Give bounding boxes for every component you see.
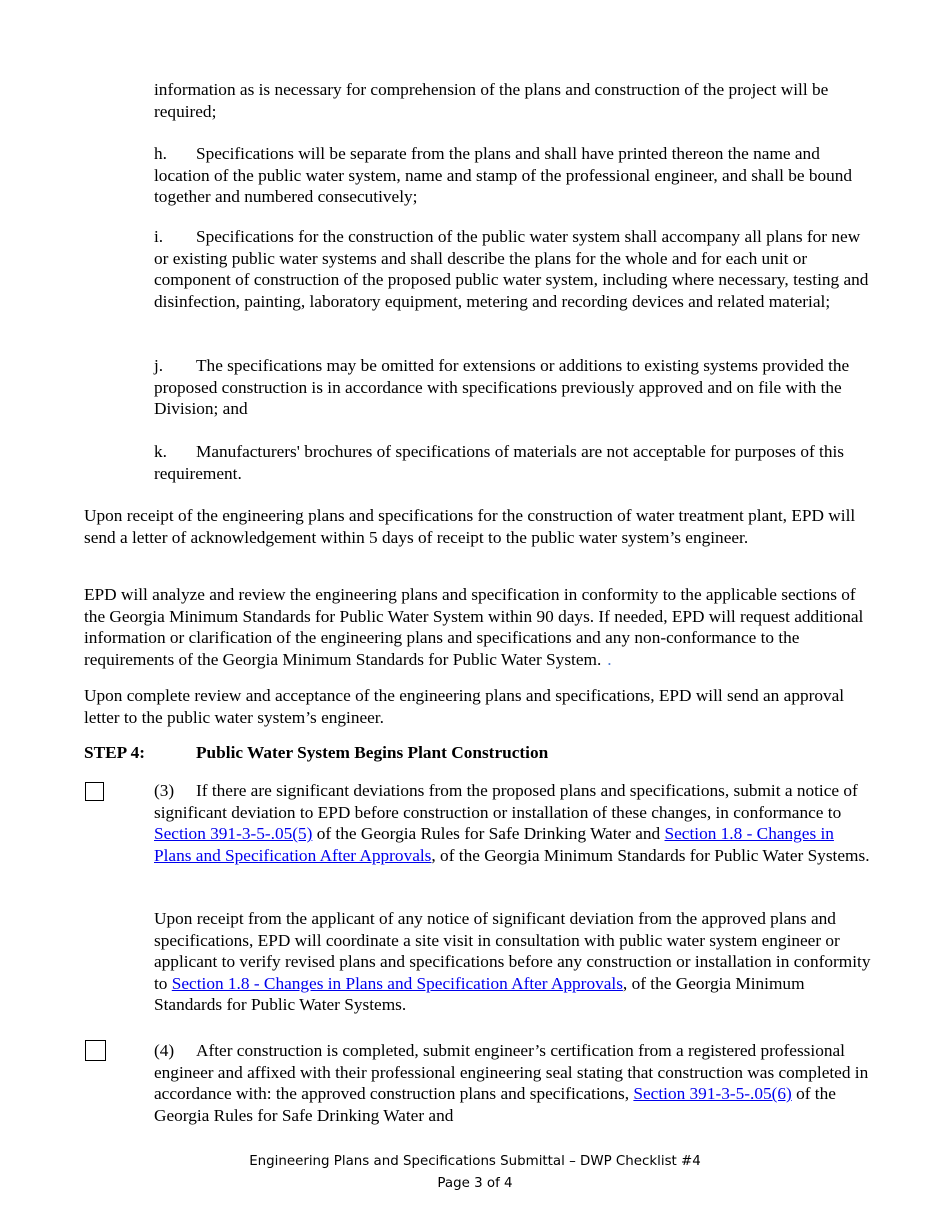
item-3-text-a: If there are significant deviations from the proposed plans and specifications, submit a notice of significant deviation to EPD before construction or installation of these changes, in conformance to — [154, 781, 858, 822]
item-4-checkbox[interactable] — [85, 1040, 106, 1061]
section-391-3-5-05-6-link[interactable]: Section 391-3-5-.05(6) — [633, 1084, 792, 1104]
receipt-paragraph: Upon receipt of the engineering plans and specifications for the construction of water treatment plant, EPD will send a letter of acknowledgement within 5 days of receipt to the public water system’s engineer. — [84, 506, 856, 547]
list-item-k — [154, 441, 874, 484]
item-4-text-b: of the Georgia Rules for Safe Drinking Water and — [154, 1084, 836, 1125]
list-item-h — [154, 143, 874, 208]
item-number: (3) — [154, 781, 175, 800]
list-item-text: Manufacturers' brochures of specifications of materials are not acceptable for purposes of this requirement. — [154, 442, 845, 483]
step-4-heading — [84, 742, 548, 764]
section-1-8-link-followup[interactable]: Section 1.8 - Changes in Plans and Specification After Approvals — [171, 973, 623, 993]
list-item-letter: j. — [154, 356, 164, 375]
trailing-dot: . — [607, 649, 612, 669]
step-title: Public Water System Begins Plant Construction — [196, 743, 549, 762]
step-label: STEP 4: — [84, 743, 145, 762]
item-3-followup — [154, 908, 874, 1016]
review-text: EPD will analyze and review the engineering plans and specification in conformity to the applicable sections of the Georgia Minimum Standards for Public Water System within 90 days. If needed, EPD will request additional information or clarification of the engineering plans and specifications and any non-conformance to the requirements of the Georgia Minimum Standards for Public Water System. — [84, 585, 864, 669]
followup-text-b: , of the Georgia Minimum Standards for Public Water Systems. — [154, 973, 805, 1015]
item-3 — [154, 780, 874, 866]
list-item-letter: h. — [154, 144, 167, 163]
item-3-text-b: of the Georgia Rules for Safe Drinking Water and — [312, 824, 665, 844]
list-item-letter: i. — [154, 227, 164, 246]
section-391-3-5-05-5-link[interactable]: Section 391-3-5-.05(5) — [154, 824, 313, 844]
list-item-j — [154, 355, 874, 420]
footer-page-number: Page 3 of 4 — [437, 1176, 513, 1191]
list-item-text: Specifications will be separate from the plans and shall have printed thereon the name and location of the public water system, name and stamp of the professional engineer, and shall be bound together and numbered consecutively; — [154, 144, 853, 207]
item-4-text-a: After construction is completed, submit engineer’s certification from a registered professional engineer and affixed with their professional engineering seal stating that construction was completed in accordance with: the approved construction plans and specifications, — [154, 1041, 869, 1104]
list-item-text: The specifications may be omitted for extensions or additions to existing systems provided the proposed construction is in accordance with specifications previously approved and on file with the Division; and — [154, 356, 850, 419]
review-paragraph — [84, 584, 874, 670]
list-item-letter: k. — [154, 442, 167, 461]
continuation-text: information as is necessary for comprehension of the plans and construction of the project will be required; — [154, 80, 829, 121]
item-3-text-c: , of the Georgia Minimum Standards for Public Water Systems. — [431, 845, 870, 865]
footer-title: Engineering Plans and Specifications Submittal – DWP Checklist #4 — [249, 1154, 701, 1169]
item-number: (4) — [154, 1041, 175, 1060]
item-3-checkbox[interactable] — [85, 782, 104, 801]
list-item-i — [154, 226, 874, 312]
item-4 — [154, 1040, 874, 1126]
list-item-text: Specifications for the construction of the public water system shall accompany all plans for new or existing public water systems and shall describe the plans for the whole and for each unit or component of construction of the proposed public water system, including where necessary, testing and disinfection, painting, laboratory equipment, metering and recording devices and related material; — [154, 227, 869, 311]
section-1-8-link[interactable]: Section 1.8 - Changes in Plans and Specification After Approvals — [154, 824, 834, 865]
approval-paragraph: Upon complete review and acceptance of the engineering plans and specifications, EPD will send an approval letter to the public water system’s engineer. — [84, 686, 845, 727]
followup-text-a: Upon receipt from the applicant of any notice of significant deviation from the approved plans and specifications, EPD will coordinate a site visit in consultation with public water system engineer or applicant to verify revised plans and specifications before any construction or installation in conformity to — [154, 909, 871, 993]
